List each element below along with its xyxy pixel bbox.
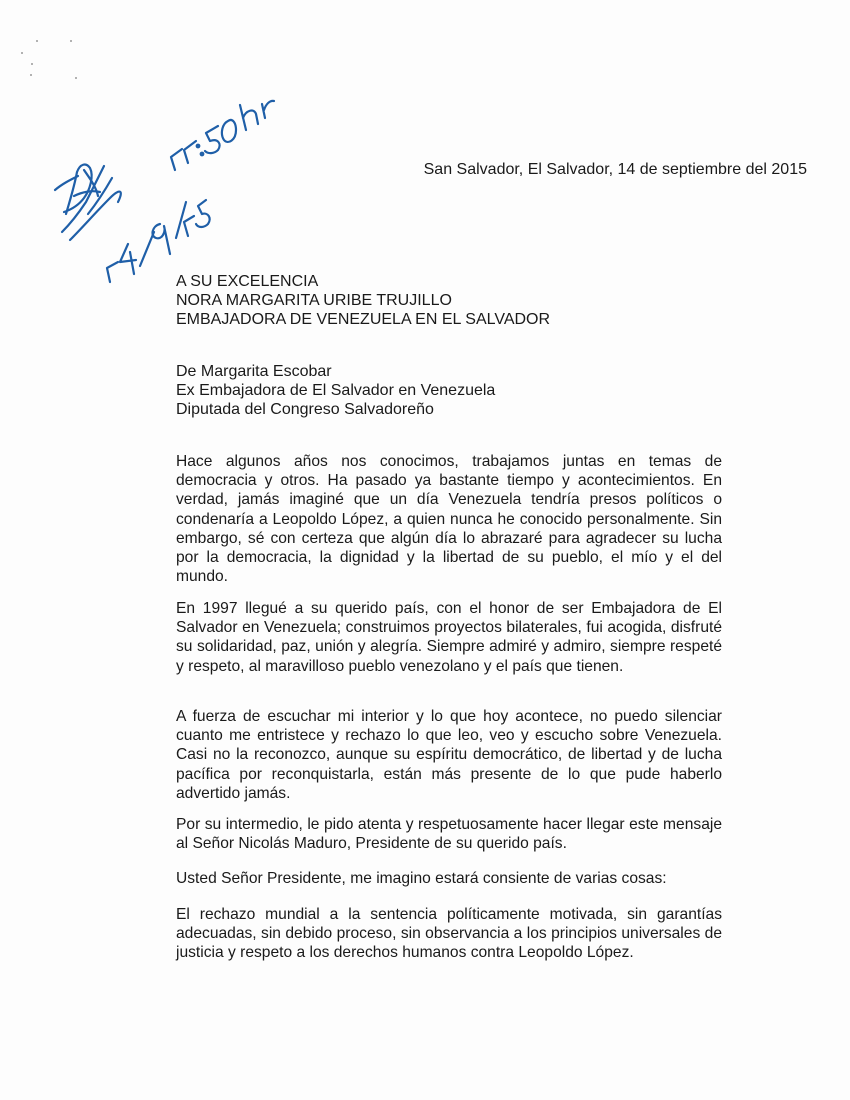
addressee-line: EMBAJADORA DE VENEZUELA EN EL SALVADOR [176, 311, 551, 328]
body-paragraph: Hace algunos años nos conocimos, trabajamos juntas en temas de democracia y otros. Ha pasado ya bastante tiempo y acontecimientos. En verdad, jamás imaginé que un día Venezuela tendría presos políticos o condenaría a Leopoldo López, a quien nunca he conocido personalmente. Sin embargo, sé con certeza que algún día lo abrazaré para agradecer su lucha por la democracia, la dignidad y la libertad de su pueblo, el mío y el del mundo. [176, 453, 722, 586]
sender-line: De Margarita Escobar [176, 363, 332, 380]
initials-scribble [55, 165, 121, 240]
sender-line: Diputada del Congreso Salvadoreño [176, 401, 434, 418]
sender-line: Ex Embajadora de El Salvador en Venezuela [176, 382, 496, 399]
handwritten-date [107, 200, 210, 282]
body-paragraph: Usted Señor Presidente, me imagino estará consiente de varias cosas: [176, 870, 667, 887]
addressee-line: A SU EXCELENCIA [176, 273, 319, 290]
addressee-line: NORA MARGARITA URIBE TRUJILLO [176, 292, 452, 309]
sender-block [176, 362, 495, 419]
addressee-block [176, 272, 550, 329]
handwritten-time [171, 101, 274, 170]
body-paragraph: El rechazo mundial a la sentencia políticamente motivada, sin garantías adecuadas, sin debido proceso, sin observancia a los principios universales de justicia y respeto a los derechos humanos contra Leopoldo López. [176, 906, 722, 962]
body-paragraph: Por su intermedio, le pido atenta y respetuosamente hacer llegar este mensaje al Señor Nicolás Maduro, Presidente de su querido país. [176, 816, 722, 853]
body-paragraph: A fuerza de escuchar mi interior y lo que hoy acontece, no puedo silenciar cuanto me entristece y rechazo lo que leo, veo y escucho sobre Venezuela. Casi no la reconozco, aunque su espíritu democrático, de libertad y de lucha pacífica por reconquistarla, están más presente de lo que pude haberlo advertido jamás. [176, 708, 722, 802]
date-line: San Salvador, El Salvador, 14 de septiembre del 2015 [423, 161, 807, 178]
body-paragraph: En 1997 llegué a su querido país, con el honor de ser Embajadora de El Salvador en Venezuela; construimos proyectos bilaterales, fui acogida, disfruté su solidaridad, paz, unión y alegría. Siempre admiré y admiro, siempre respeté y respeto, al maravilloso pueblo venezolano y el país que tienen. [176, 600, 722, 675]
